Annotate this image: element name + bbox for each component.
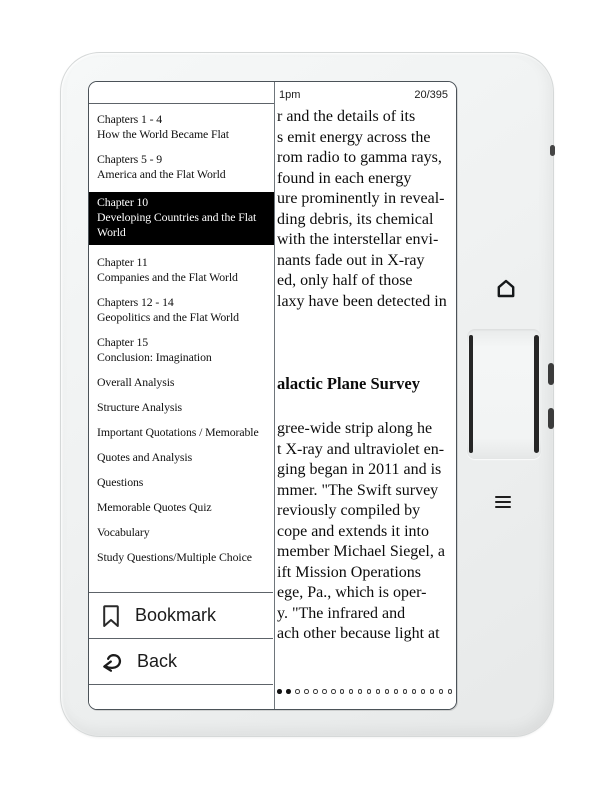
toc-item-subtitle: America and the Flat World	[97, 167, 226, 181]
progress-dot	[448, 689, 453, 694]
toc-item[interactable]	[97, 295, 268, 325]
power-button[interactable]	[550, 145, 555, 156]
text-line: cope and extends it into	[277, 522, 429, 540]
progress-dot	[439, 689, 444, 694]
bookmark-button[interactable]	[89, 593, 273, 638]
progress-dot	[421, 689, 426, 694]
text-line: ach other because light at	[277, 625, 440, 642]
toc-item[interactable]	[97, 375, 268, 390]
toc-item[interactable]	[97, 450, 268, 465]
page-text	[275, 101, 456, 645]
text-line: mmer. "The Swift survey	[277, 481, 439, 499]
clock-label: 1pm	[279, 89, 301, 101]
reader-main	[275, 82, 456, 709]
progress-dot	[385, 689, 390, 694]
progress-dot	[367, 689, 372, 694]
progress-dot	[349, 689, 354, 694]
text-line: r and the details of its	[277, 108, 416, 125]
text-line: ding debris, its chemical	[277, 210, 434, 228]
toc-item-subtitle: How the World Became Flat	[97, 127, 229, 141]
progress-dot	[340, 689, 345, 694]
toc-item[interactable]	[97, 152, 268, 182]
toc-item-title: Chapters 1 - 4	[97, 112, 163, 126]
text-line: ift Mission Operations	[277, 563, 421, 581]
home-icon	[494, 277, 518, 301]
toc-item[interactable]	[97, 475, 268, 490]
toc-item[interactable]	[97, 112, 268, 142]
text-line: t X-ray and ultraviolet en-	[277, 440, 445, 458]
e-reader-device	[60, 52, 554, 737]
text-line: s emit energy across the	[277, 128, 431, 146]
text-line: laxy have been detected in	[277, 292, 447, 310]
toc-item-title: Quotes and Analysis	[97, 450, 193, 464]
progress-dot	[412, 689, 417, 694]
text-line: ed, only half of those	[277, 272, 413, 289]
text-line: with the interstellar envi-	[277, 231, 439, 248]
paragraph-1	[277, 107, 456, 312]
progress-dot	[376, 689, 381, 694]
text-line: reviously compiled by	[277, 502, 421, 519]
progress-dots	[277, 689, 452, 694]
toc-item[interactable]	[89, 192, 274, 245]
text-line: ure prominently in reveal-	[277, 190, 445, 207]
toc-item-subtitle: Geopolitics and the Flat World	[97, 310, 239, 324]
return-arrow-icon	[100, 650, 124, 674]
section-heading: alactic Plane Survey	[277, 374, 420, 393]
text-line: member Michael Siegel, a	[277, 543, 445, 560]
text-line: y. "The infrared and	[277, 604, 406, 622]
screen	[88, 81, 457, 710]
home-button[interactable]	[494, 277, 518, 301]
toc-item[interactable]	[97, 425, 268, 440]
progress-dot	[277, 689, 282, 694]
toc-item-title: Important Quotations / Memorable	[97, 425, 259, 439]
sidebar-actions	[89, 592, 273, 685]
bookmark-icon	[100, 603, 122, 629]
toc-item-title: Chapter 15	[97, 335, 149, 349]
progress-dot	[358, 689, 363, 694]
slider-groove-left	[469, 335, 474, 453]
progress-dot	[304, 689, 309, 694]
progress-dot	[430, 689, 435, 694]
toc-sidebar	[89, 82, 275, 709]
toc-item-title: Structure Analysis	[97, 400, 183, 414]
text-line: ging began in 2011 and is	[277, 461, 442, 478]
toc-item-title: Questions	[97, 475, 144, 489]
back-label: Back	[137, 651, 178, 671]
toc-item-subtitle: Conclusion: Imagination	[97, 350, 212, 364]
paragraph-2	[277, 419, 456, 645]
text-line: gree-wide strip along he	[277, 420, 433, 437]
toc-item-title: Chapter 10	[97, 195, 149, 209]
toc-item[interactable]	[97, 550, 268, 565]
toc-item[interactable]	[97, 335, 268, 365]
progress-dot	[313, 689, 318, 694]
text-line: ege, Pa., which is oper-	[277, 584, 427, 601]
side-button-lower[interactable]	[548, 408, 554, 429]
toc-item[interactable]	[97, 500, 268, 515]
toc-item[interactable]	[97, 525, 268, 540]
sidebar-footer	[89, 685, 274, 709]
toc-item[interactable]	[97, 400, 268, 415]
progress-dot	[286, 689, 291, 694]
progress-dot	[322, 689, 327, 694]
toc-item-title: Chapters 12 - 14	[97, 295, 174, 309]
page-position-label: 20/395	[414, 89, 448, 101]
progress-dot	[394, 689, 399, 694]
toc-item-title: Chapters 5 - 9	[97, 152, 163, 166]
side-button-upper[interactable]	[548, 363, 554, 385]
toc-item-title: Chapter 11	[97, 255, 148, 269]
toc-item-title: Memorable Quotes Quiz	[97, 500, 212, 514]
toc-item-title: Overall Analysis	[97, 375, 175, 389]
status-bar	[275, 82, 456, 101]
progress-dot	[331, 689, 336, 694]
toc-item-subtitle: Companies and the Flat World	[97, 270, 238, 284]
progress-dot	[403, 689, 408, 694]
sidebar-header-spacer	[89, 82, 274, 104]
text-line: found in each energy	[277, 169, 412, 187]
slider-groove-right	[534, 335, 539, 453]
toc-item[interactable]	[97, 255, 268, 285]
text-line: rom radio to gamma rays,	[277, 149, 442, 166]
back-button[interactable]	[89, 638, 273, 684]
progress-dot	[295, 689, 300, 694]
toc-item-title: Study Questions/Multiple Choice	[97, 550, 252, 564]
text-line: nants fade out in X-ray	[277, 251, 425, 269]
menu-button[interactable]	[495, 494, 513, 510]
page-turn-slider[interactable]	[467, 329, 541, 459]
bookmark-label: Bookmark	[135, 605, 217, 625]
toc-item-title: Vocabulary	[97, 525, 150, 539]
menu-icon	[495, 496, 511, 499]
toc-item-subtitle: Developing Countries and the Flat World	[97, 210, 257, 239]
